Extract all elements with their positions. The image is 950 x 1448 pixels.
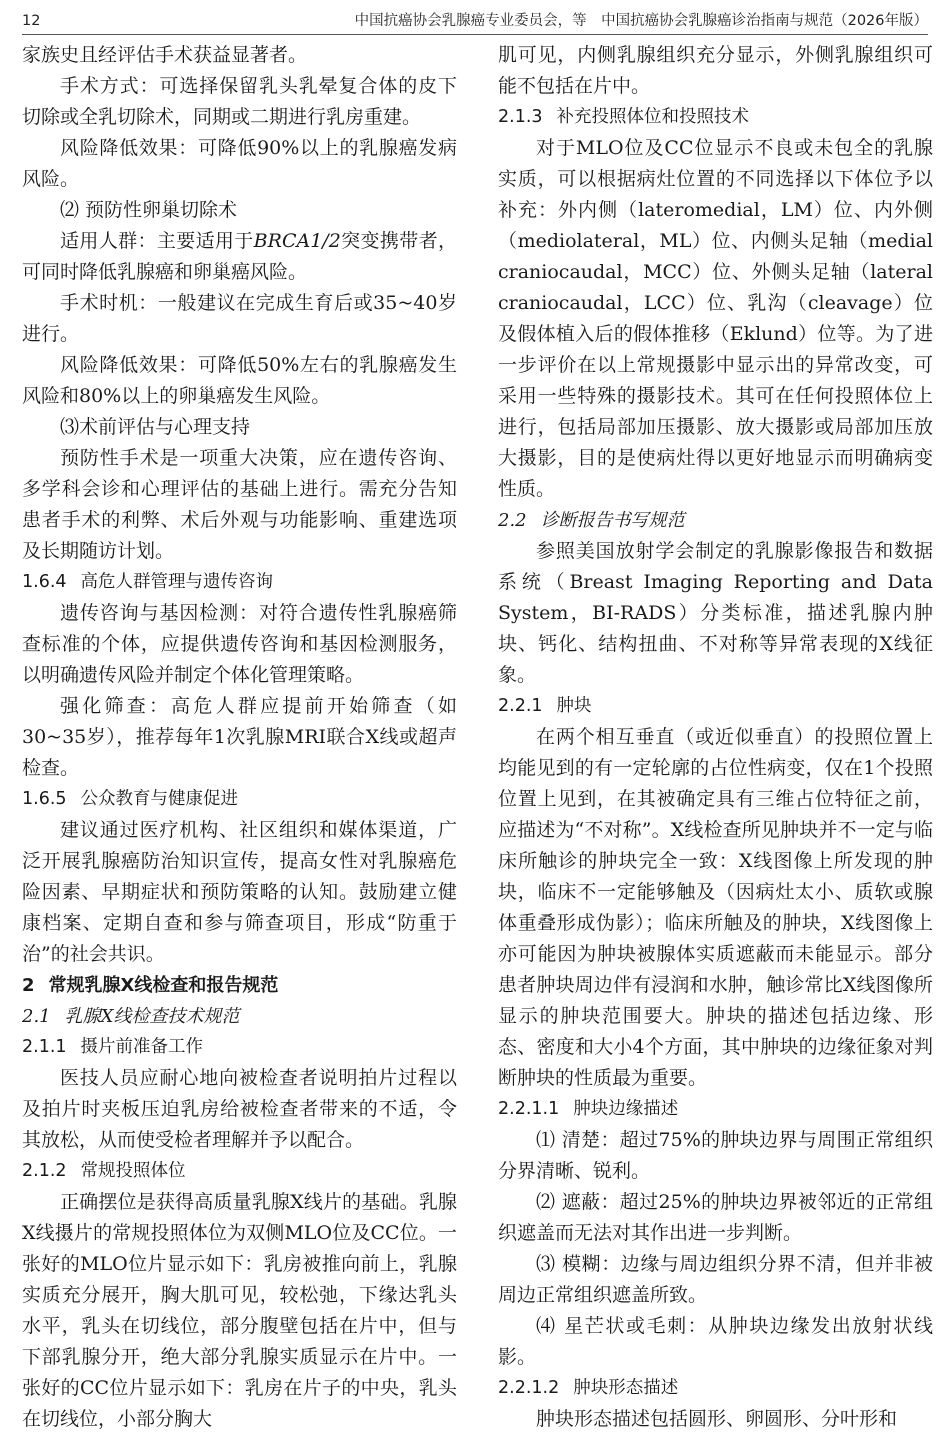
paragraph: 医技人员应耐心地向被检查者说明拍片过程以及拍片时夹板压迫乳房给被检查者带来的不适，令其放松，从而使受检者理解并予以配合。	[22, 1067, 457, 1151]
paragraph: 家族史且经评估手术获益显著者。	[22, 44, 308, 66]
section-title: 摄片前准备工作	[80, 1037, 204, 1057]
section-number: 2	[22, 975, 35, 996]
section-number: 2.1	[22, 1006, 51, 1027]
paragraph: ⑷ 星芒状或毛刺：从肿块边缘发出放射状线影。	[498, 1315, 933, 1368]
paragraph: 建议通过医疗机构、社区组织和媒体渠道，广泛开展乳腺癌防治知识宣传，提高女性对乳腺癌危险因素、早期症状和预防策略的认知。鼓励建立健康档案、定期自查和参与筛查项目，形成“防重于治”的社会共识。	[22, 819, 457, 965]
section-heading	[498, 1373, 933, 1404]
paragraph: 对于MLO位及CC位显示不良或未包全的乳腺实质，可以根据病灶位置的不同选择以下体位予以补充：外内侧（lateromedial，LM）位、内外侧（mediolateral，ML）位、内侧头足轴（medial craniocaudal，MCC）位、外侧头足轴（lateral craniocaudal，LCC）位、乳沟（cleavage）位及假体植入后的假体推移（Eklund）位等。为了进一步评价在以上常规摄影中显示出的异常改变，可采用一些特殊的摄影技术。其可在任何投照体位上进行，包括局部加压摄影、放大摄影或局部加压放大摄影，目的是使病灶得以更好地显示而明确病变性质。	[498, 137, 933, 500]
section-number: 2.2	[498, 510, 527, 531]
section-heading	[22, 784, 457, 815]
running-head: 中国抗癌协会乳腺癌专业委员会，等 中国抗癌协会乳腺癌诊治指南与规范（2026年版）	[354, 13, 928, 29]
paragraph: 手术方式：可选择保留乳头乳晕复合体的皮下切除或全乳切除术，同期或二期进行乳房重建。	[22, 75, 457, 128]
paragraph: 正确摆位是获得高质量乳腺X线片的基础。乳腺X线摄片的常规投照体位为双侧MLO位及CC位。一张好的MLO位片显示如下：乳房被推向前上，乳腺实质充分展开，胸大肌可见，较松弛，下缘达乳头水平，乳头在切线位，部分腹壁包括在片中，但与下部乳腺分开，绝大部分乳腺实质显示在片中。一张好的CC位片显示如下：乳房在片子的中央，乳头在切线位，小部分胸大	[22, 1191, 457, 1430]
section-title: 乳腺X线检查技术规范	[64, 1006, 240, 1027]
paragraph: 参照美国放射学会制定的乳腺影像报告和数据系统（Breast Imaging Reporting and Data System，BI-RADS）分类标准，描述乳腺内肿块、钙化、结构扭曲、不对称等异常表现的X线征象。	[498, 540, 933, 686]
paragraph: 风险降低效果：可降低90%以上的乳腺癌发病风险。	[22, 137, 457, 190]
section-number: 2.2.1.1	[498, 1099, 560, 1119]
section-title: 补充投照体位和投照技术	[556, 107, 750, 127]
text-run: 适用人群：主要适用于	[60, 230, 254, 252]
paragraph: 强化筛查：高危人群应提前开始筛查（如30~35岁），推荐每年1次乳腺MRI联合X线或超声检查。	[22, 695, 457, 779]
section-title: 常规乳腺X线检查和报告规范	[48, 975, 279, 996]
right-column	[498, 40, 933, 1435]
section-title: 诊断报告书写规范	[540, 510, 685, 531]
paragraph: ⑵ 遮蔽：超过25%的肿块边界被邻近的正常组织遮盖而无法对其作出进一步判断。	[498, 1191, 933, 1244]
section-number: 2.1.1	[22, 1037, 67, 1057]
section-title: 肿块边缘描述	[573, 1099, 679, 1119]
paragraph: 在两个相互垂直（或近似垂直）的投照位置上均能见到的有一定轮廓的占位性病变，仅在1个投照位置上见到，在其被确定具有三维占位特征之前，应描述为“不对称”。X线检查所见肿块并不一定与临床所触诊的肿块完全一致：X线图像上所发现的肿块，临床不一定能够触及（因病灶太小、质软或腺体重叠形成伪影）；临床所触及的肿块，X线图像上亦可能因为肿块被腺体实质遮蔽而未能显示。部分患者肿块周边伴有浸润和水肿，触诊常比X线图像所显示的肿块范围要大。肿块的描述包括边缘、形态、密度和大小4个方面，其中肿块的边缘征象对判断肿块的性质最为重要。	[498, 726, 933, 1089]
paragraph	[22, 226, 457, 288]
page-header	[22, 8, 928, 35]
section-heading	[498, 691, 933, 722]
section-heading	[498, 1094, 933, 1125]
paragraph: 肌可见，内侧乳腺组织充分显示，外侧乳腺组织可能不包括在片中。	[498, 44, 933, 97]
section-number: 2.1.2	[22, 1161, 67, 1181]
section-number: 2.1.3	[498, 107, 543, 127]
paragraph: 风险降低效果：可降低50%左右的乳腺癌发生风险和80%以上的卵巢癌发生风险。	[22, 354, 457, 407]
paragraph: 肿块形态描述包括圆形、卵圆形、分叶形和	[536, 1408, 898, 1430]
paragraph: ⑴ 清楚：超过75%的肿块边界与周围正常组织分界清晰、锐利。	[498, 1129, 933, 1182]
section-heading	[22, 1001, 457, 1032]
section-heading	[22, 1156, 457, 1187]
paragraph: 遗传咨询与基因检测：对符合遗传性乳腺癌筛查标准的个体，应提供遗传咨询和基因检测服务，以明确遗传风险并制定个体化管理策略。	[22, 602, 457, 686]
section-number: 1.6.5	[22, 789, 67, 809]
paragraph: ⑶术前评估与心理支持	[60, 416, 251, 438]
section-heading	[22, 567, 457, 598]
paragraph: 预防性手术是一项重大决策，应在遗传咨询、多学科会诊和心理评估的基础上进行。需充分告知患者手术的利弊、术后外观与功能影响、重建选项及长期随访计划。	[22, 447, 457, 562]
text-run: 突变携带者，可同时降低乳腺癌和卵巢癌风险。	[22, 230, 457, 283]
section-number: 1.6.4	[22, 572, 67, 592]
section-number: 2.2.1.2	[498, 1378, 560, 1398]
paragraph: ⑶ 模糊：边缘与周边组织分界不清，但并非被周边正常组织遮盖所致。	[498, 1253, 933, 1306]
section-title: 常规投照体位	[80, 1161, 186, 1181]
section-heading	[498, 102, 933, 133]
section-title: 肿块	[556, 696, 592, 716]
gene-name: BRCA1/2	[253, 230, 341, 252]
section-number: 2.2.1	[498, 696, 543, 716]
paragraph: 手术时机：一般建议在完成生育后或35~40岁进行。	[22, 292, 457, 345]
section-title: 公众教育与健康促进	[80, 789, 239, 809]
section-heading	[22, 1032, 457, 1063]
section-heading	[22, 970, 457, 1001]
paragraph: ⑵ 预防性卵巢切除术	[60, 199, 238, 221]
left-column	[22, 40, 457, 1435]
page-number: 12	[22, 13, 41, 29]
section-title: 肿块形态描述	[573, 1378, 679, 1398]
section-title: 高危人群管理与遗传咨询	[80, 572, 274, 592]
section-heading	[498, 505, 933, 536]
